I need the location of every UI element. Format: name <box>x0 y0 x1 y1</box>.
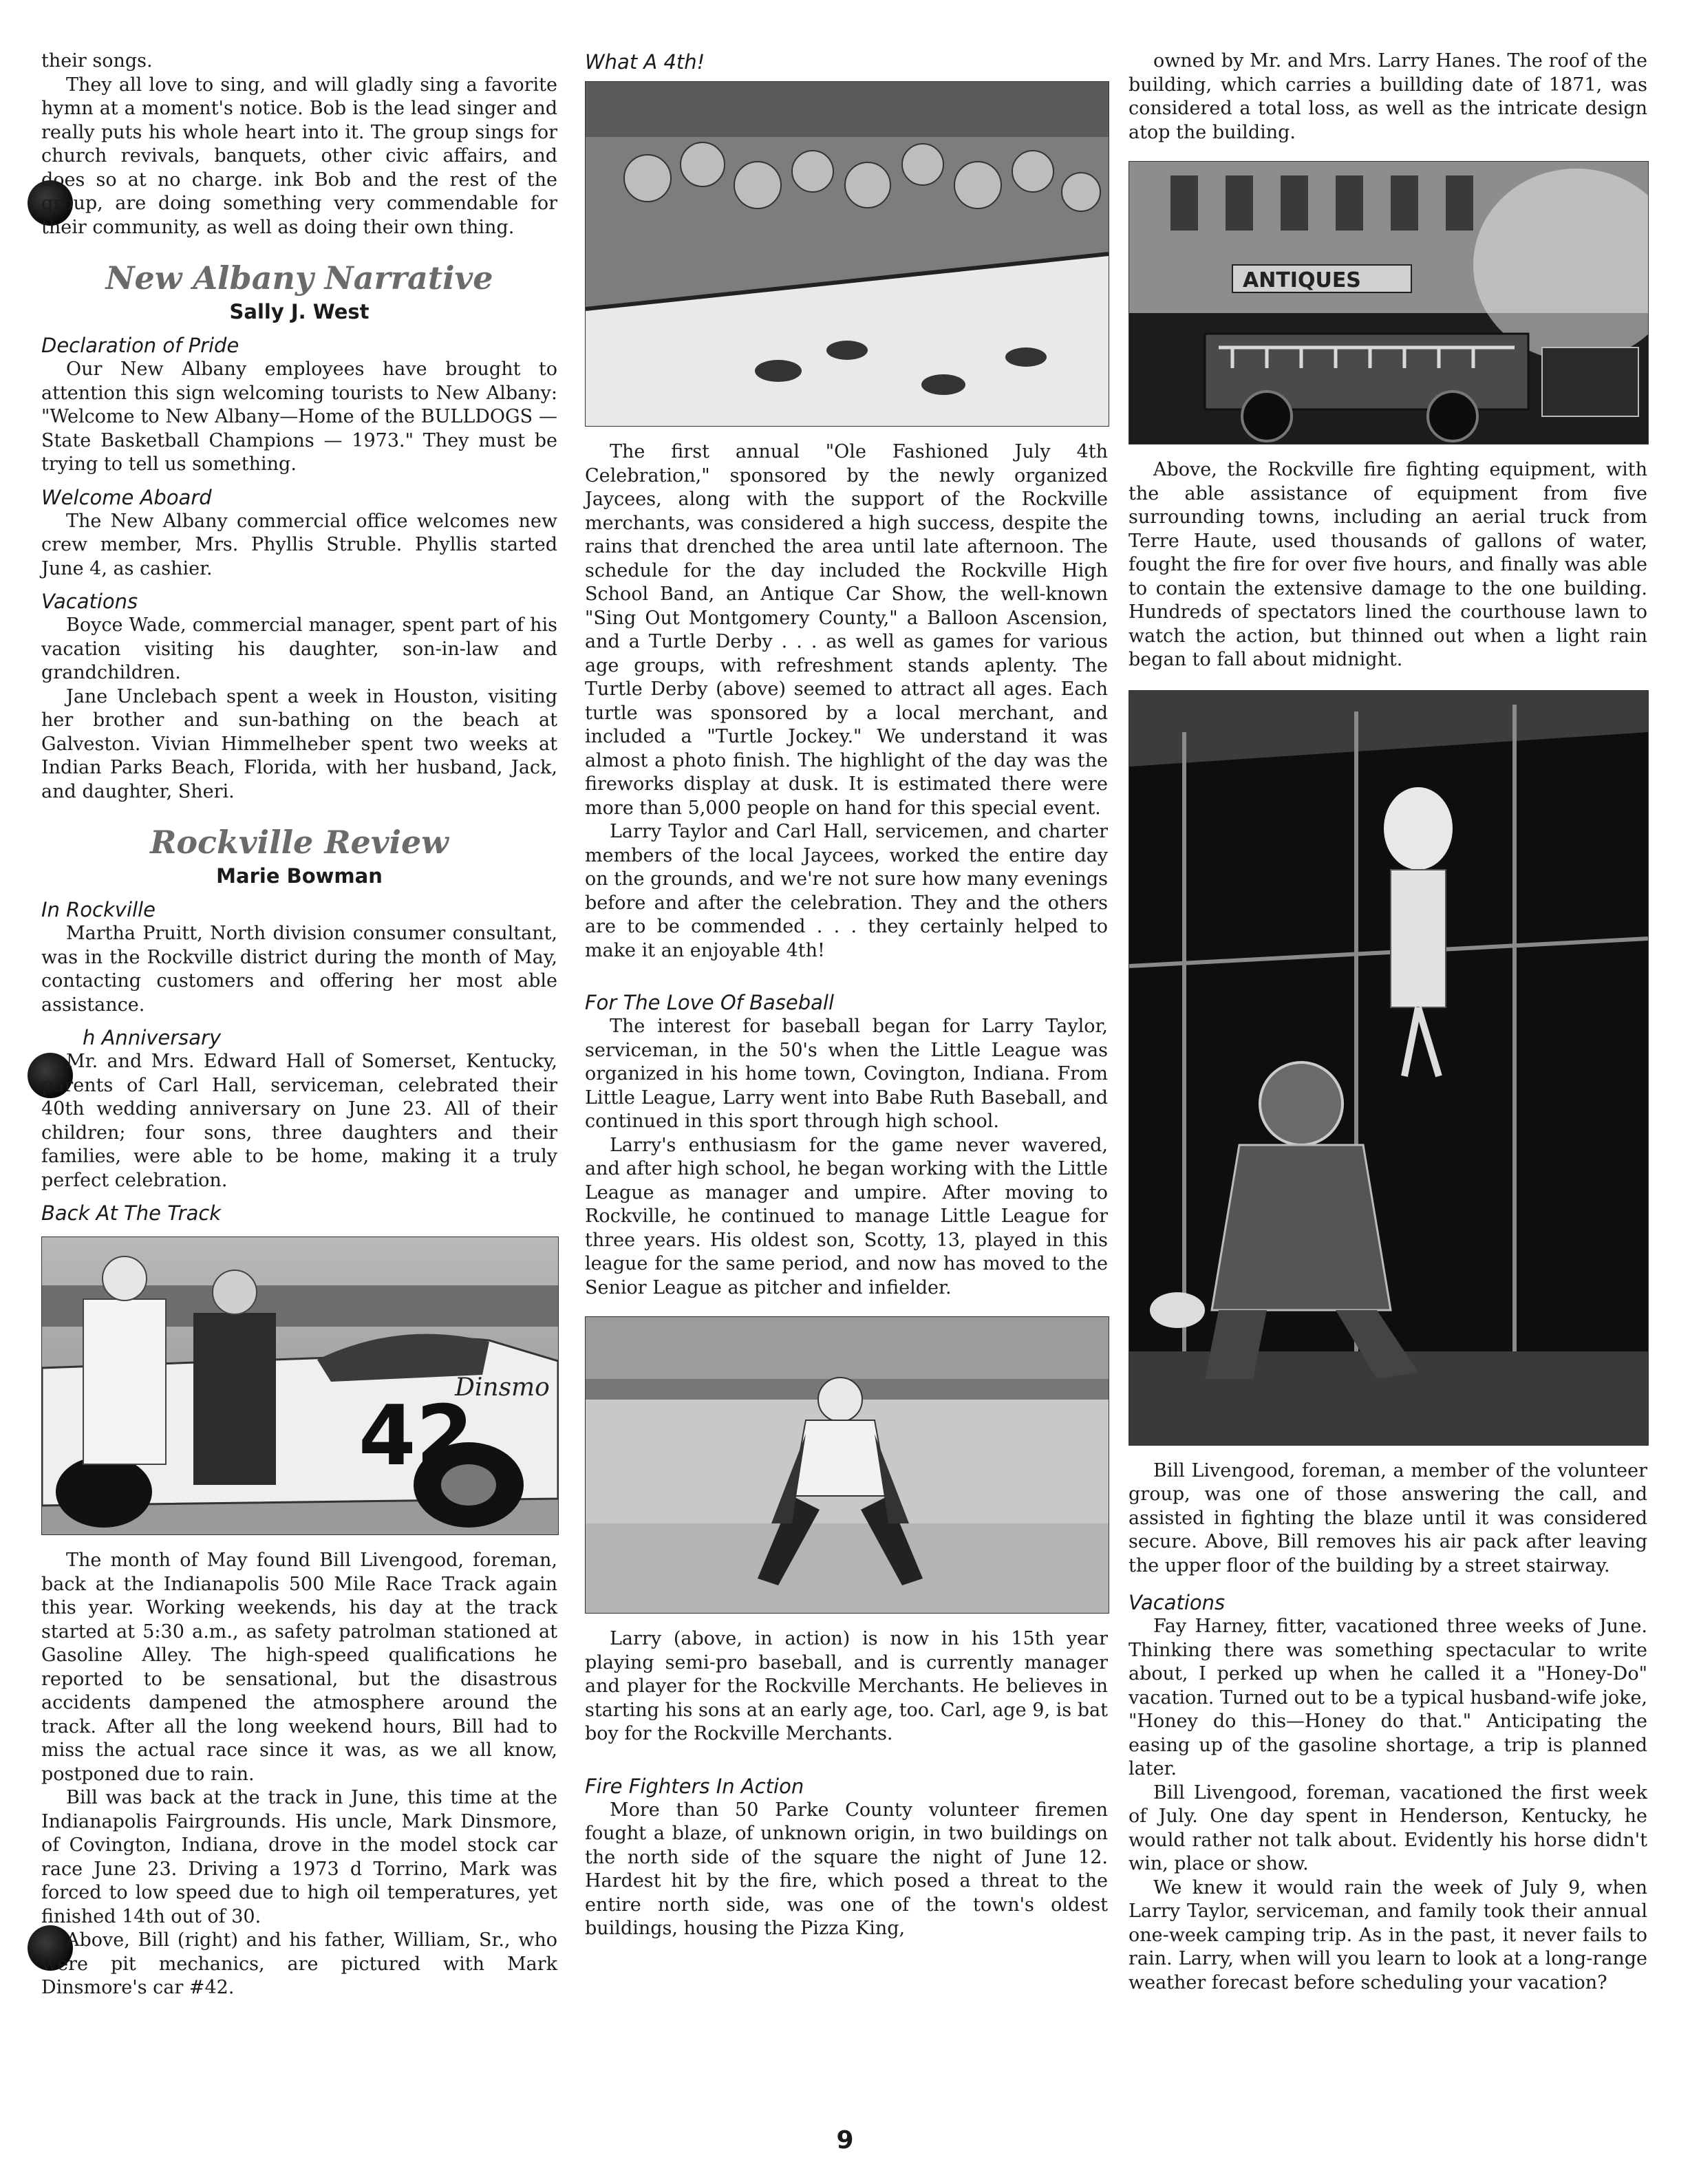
baseball-photo <box>585 1316 1109 1614</box>
track-heading: Back At The Track <box>41 1201 222 1225</box>
intro-paragraph-2: They all love to sing, and will gladly sing a favorite hymn at a moment's notice. Bob is the lead singer and really puts his whole heart into it. The group sings for church revivals, banquets, other civic affairs, and does so at no charge. ink Bob and the rest of the group, are doing something very commendable for their community, as well as doing their own thing. <box>41 74 557 238</box>
declaration-heading: Declaration of Pride <box>41 334 239 357</box>
car-number: 42 <box>359 1389 473 1484</box>
rockville-title: Rockville Review <box>150 824 449 861</box>
vacations-text-right-2: Bill Livengood, foreman, vacationed the first week of July. One day spent in Henderson, Kentucky, he would rather not talk about. Evidently his horse didn't win, place or show. <box>1129 1781 1647 1874</box>
declaration-text: Our New Albany employees have brought to attention this sign welcoming tourists to New Albany: "Welcome to New Albany—Home of the BULLDOGS — State Basketball Champions — 1973." They must be trying to tell us something. <box>41 358 557 475</box>
vacations-text-right-3: We knew it would rain the week of July 9, when Larry Taylor, serviceman, and family took their annual one-week camping trip. As in the past, it never fails to rain. Larry, when will you learn to look at a long-range weather forecast before scheduling your vacation? <box>1129 1876 1647 1993</box>
vacations-text-right-1: Fay Harney, fitter, vacationed three weeks of June. Thinking there was something spectacular to write about, I perked up when he called it a "Honey-Do" vacation. Turned out to be a typical husband-wife joke, "Honey do this—Honey do that." Anticipating the easing up of the gasoline shortage, a trip is planned later. <box>1129 1616 1647 1779</box>
track-text-3: Above, Bill (right) and his father, William, Sr., who were pit mechanics, are pictured with Mark Dinsmore's car #42. <box>41 1929 557 1998</box>
track-text-1: The month of May found Bill Livengood, foreman, back at the Indianapolis 500 Mile Race Track again this year. Working weekends, his day at the track started at 5:30 a.m., as safety patrolman stationed at Gasoline Alley. The high-speed qualifications he reported to be sensational, but the disastrous accidents dampened the atmosphere around the track. After all the long weekend hours, Bill had to miss the actual race since it was, as we all know, postponed due to rain. <box>41 1550 557 1785</box>
firefighter-photo <box>1129 690 1649 1446</box>
in-rockville-text: Martha Pruitt, North division consumer consultant, was in the Rockville district during the month of May, contacting customers and offering her most able assistance. <box>41 923 557 1016</box>
baseball-text-2: Larry's enthusiasm for the game never wavered, and after high school, he began working with the Little League as manager and umpire. After moving to Rockville, he continued to manage Little League for three years. His oldest son, Scotty, 13, played in this league for the same period, and now has moved to the Senior League as pitcher and infielder. <box>585 1134 1108 1298</box>
track-text-2: Bill was back at the track in June, this time at the Indianapolis Fairgrounds. His uncle, Mark Dinsmore, of Covington, Indiana, drove in the model stock car race June 23. Driving a 1973 d Torrino, Mark was forced to low speed due to high oil temperatures, yet finished 14th out of 30. <box>41 1787 557 1927</box>
bill-caption: Bill Livengood, foreman, a member of the volunteer group, was one of those answering the call, and assisted in fighting the blaze until it was considered secure. Above, Bill removes his air pack after leaving the upper floor of the building by a street stairway. <box>1129 1459 1647 1576</box>
vacations-heading-left: Vacations <box>41 590 138 613</box>
vacations-text-left-2: Jane Unclebach spent a week in Houston, visiting her brother and sun-bathing on the beach at Galveston. Vivian Himmelheber spent two weeks at Indian Parks Beach, Florida, with her husband, Jack, and daughter, Sheri. <box>41 685 557 802</box>
new-albany-title: New Albany Narrative <box>105 259 493 297</box>
rockville-byline: Marie Bowman <box>216 864 383 888</box>
vacations-text-left-1: Boyce Wade, commercial manager, spent part of his vacation visiting his daughter, son-in-law and grandchildren. <box>41 614 557 683</box>
new-albany-byline: Sally J. West <box>229 300 370 323</box>
turtle-derby-photo <box>585 81 1109 427</box>
vacations-heading-right: Vacations <box>1129 1591 1226 1614</box>
intro-paragraph-1: their songs. <box>41 50 153 72</box>
fire-text-continued: owned by Mr. and Mrs. Larry Hanes. The roof of the building, which carries a buillding date of 1871, was considered a total loss, as well as the intricate design atop the building. <box>1129 50 1647 143</box>
fourth-text-2: Larry Taylor and Carl Hall, servicemen, and charter members of the local Jaycees, worked the entire day on the grounds, and we're not sure how many evenings before and after the celebration. They and the others are to be commended . . . they certainly helped to make it an enjoyable 4th! <box>585 821 1108 961</box>
baseball-caption: Larry (above, in action) is now in his 15th year playing semi-pro baseball, and is currently manager and player for the Rockville Merchants. He believes in starting his sons at an early age, too. Carl, age 9, is bat boy for the Rockville Merchants. <box>585 1628 1108 1744</box>
fourth-text-1: The first annual "Ole Fashioned July 4th Celebration," sponsored by the newly organized Jaycees, along with the support of the Rockville merchants, was considered a high success, despite the rains that drenched the area until late afternoon. The schedule for the day included the Rockville High School Band, an Antique Car Show, the well-known "Sing Out Montgomery County," a Balloon Ascension, and a Turtle Derby . . . as well as games for various age groups, with refreshment stands aplenty. The Turtle Derby (above) seemed to attract all ages. Each turtle was sponsored by a local merchant, and included a "Turtle Jockey." We understand it was almost a photo finish. The highlight of the day was the fireworks display at dusk. It is estimated there were more than 5,000 people on hand for this special event. <box>585 441 1108 819</box>
welcome-heading: Welcome Aboard <box>41 485 212 509</box>
fire-heading: Fire Fighters In Action <box>585 1774 804 1798</box>
in-rockville-heading: In Rockville <box>41 898 156 921</box>
column-middle <box>585 50 1108 1941</box>
column-right <box>1129 50 1647 1995</box>
fire-truck-photo <box>1129 161 1649 445</box>
column-left <box>41 50 557 2000</box>
fire-caption: Above, the Rockville fire fighting equipment, with the able assistance of equipment from five surrounding towns, including an aerial truck from Terre Haute, used thousands of gallons of water, fought the fire for over five hours, and finally was able to contain the extensive damage to the one building. Hundreds of spectators lined the courthouse lawn to watch the action, but thinned out when a light rain began to fall about midnight. <box>1129 459 1647 670</box>
baseball-heading: For The Love Of Baseball <box>585 991 835 1014</box>
page-number: 9 <box>836 2126 854 2154</box>
baseball-text-1: The interest for baseball began for Larry Taylor, serviceman, in the 50's when the Little League was organized in his home town, Covington, Indiana. From Little League, Larry went into Babe Ruth Baseball, and continued in this sport through high school. <box>585 1016 1108 1132</box>
car-sponsor-text: Dinsmo <box>455 1373 550 1402</box>
welcome-text: The New Albany commercial office welcomes new crew member, Mrs. Phyllis Struble. Phyllis started June 4, as cashier. <box>41 510 557 579</box>
anniversary-heading: h Anniversary <box>83 1026 222 1049</box>
fourth-heading: What A 4th! <box>585 50 705 74</box>
anniversary-text: Mr. and Mrs. Edward Hall of Somerset, Kentucky, parents of Carl Hall, serviceman, celebrated their 40th wedding anniversary on June 23. All of their children; four sons, three daughters and their families, were able to be home, making it a truly perfect celebration. <box>41 1051 557 1191</box>
race-car-photo <box>41 1236 559 1535</box>
fire-text-1: More than 50 Parke County volunteer firemen fought a blaze, of unknown origin, in two buildings on the north side of the square the night of June 12. Hardest hit by the fire, which posed a threat to the entire north side, was one of the town's oldest buildings, housing the Pizza King, <box>585 1799 1108 1939</box>
antiques-sign: ANTIQUES <box>1243 268 1361 292</box>
